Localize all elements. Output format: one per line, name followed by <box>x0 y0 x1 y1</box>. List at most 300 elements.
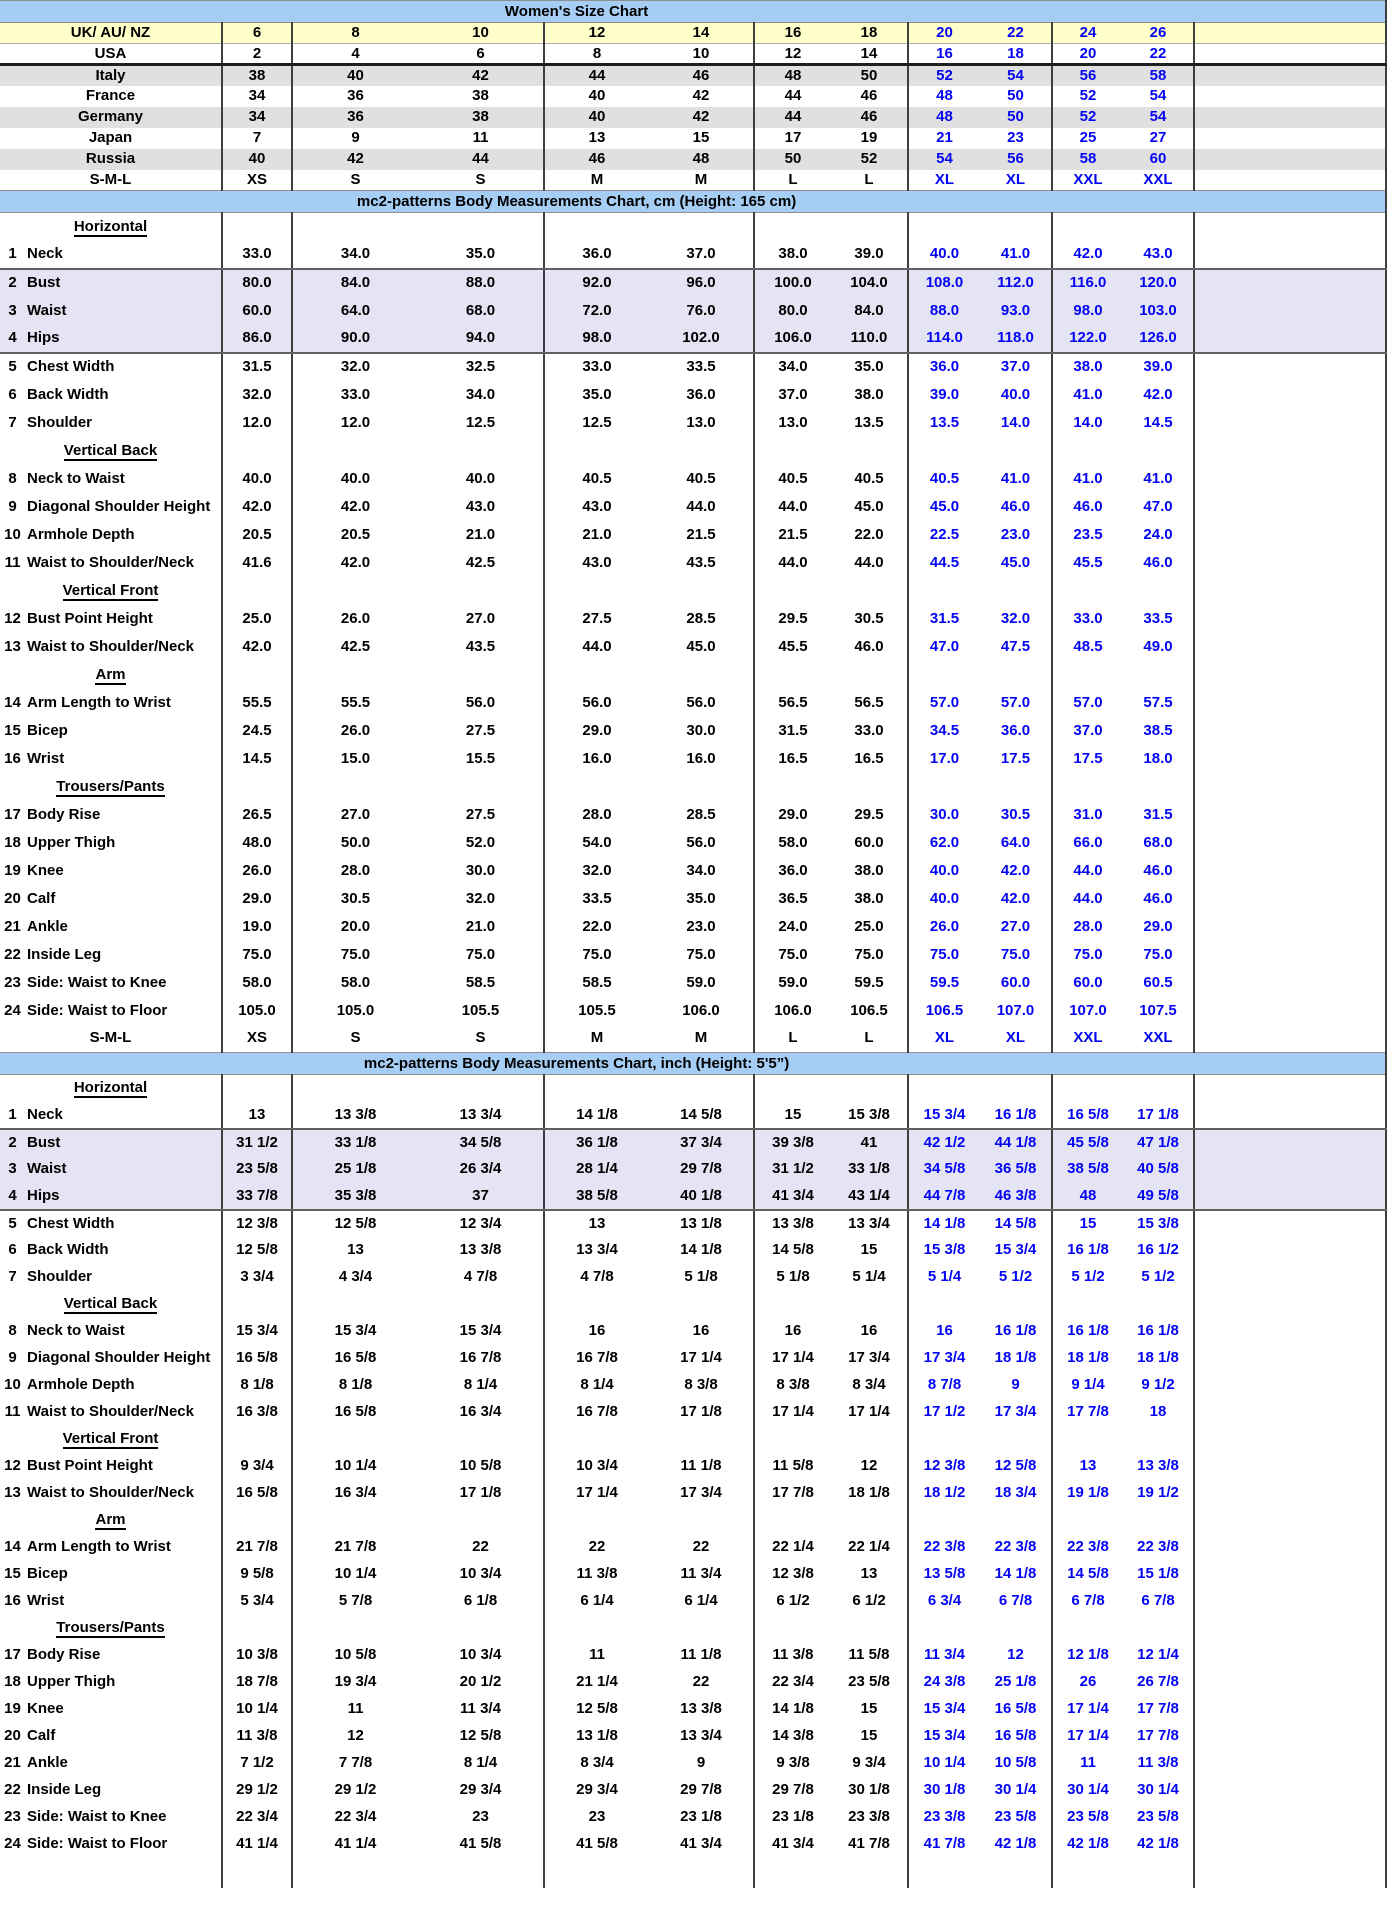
row-number: 22 <box>4 1781 21 1799</box>
value-cell: 20.5 <box>340 525 371 543</box>
value-cell: 12 5/8 <box>222 1237 292 1264</box>
value-cell: 24 3/8 <box>923 1673 966 1691</box>
value-cell: 22 3/8 <box>923 1538 966 1556</box>
value-cell: 57.0 <box>1073 693 1103 711</box>
value-cell: 26.0 <box>222 857 292 885</box>
measurement-row <box>0 381 1386 409</box>
value-cell: 35.0 <box>649 885 754 913</box>
row-number: 21 <box>4 1754 21 1772</box>
value-cell <box>1123 437 1194 465</box>
value-cell: 33.5 <box>649 353 754 381</box>
row-label: Italy <box>95 66 126 84</box>
value-cell: 8 3/4 <box>831 1372 908 1399</box>
row-label-cell <box>0 23 222 44</box>
value-cell: 44 <box>754 86 831 107</box>
value-cell: 13 1/8 <box>649 1210 754 1237</box>
value-cell: 48.5 <box>1073 637 1103 655</box>
value-cell: 122.0 <box>1052 325 1123 353</box>
value-cell: 10 1/4 <box>334 1457 377 1475</box>
tail-cell <box>1194 1237 1386 1264</box>
row-label: Body Rise <box>27 805 101 823</box>
value-cell: 44 1/8 <box>980 1129 1052 1156</box>
tail-cell <box>1194 1372 1386 1399</box>
value-cell: 30.5 <box>980 801 1052 829</box>
value-cell: 36.0 <box>544 241 649 269</box>
row-label: Japan <box>88 129 133 147</box>
value-cell: 29.0 <box>222 885 292 913</box>
measurement-row <box>0 1453 1386 1480</box>
value-cell: 54 <box>908 149 980 170</box>
value-cell <box>222 577 292 605</box>
row-number: 20 <box>4 889 21 907</box>
value-cell: 26 <box>1079 1673 1097 1691</box>
measurement-row <box>0 1642 1386 1669</box>
value-cell: 17 1/8 <box>1123 1102 1194 1129</box>
value-cell: 40 <box>544 107 649 128</box>
measurement-row <box>0 717 1386 745</box>
measurement-row <box>0 269 1386 297</box>
value-cell: 104.0 <box>831 269 908 297</box>
spacer-cell <box>1052 1858 1123 1888</box>
inch-section-header-row <box>0 1053 1386 1075</box>
measurement-row <box>0 1264 1386 1291</box>
value-cell <box>831 1075 908 1102</box>
row-number: 11 <box>4 553 21 571</box>
value-cell: 40.5 <box>778 469 808 487</box>
value-cell: 31 1/2 <box>754 1156 831 1183</box>
value-cell <box>831 1426 908 1453</box>
value-cell: 15 3/4 <box>923 1727 966 1745</box>
row-number: 8 <box>8 1322 17 1340</box>
measurement-row <box>0 941 1386 969</box>
value-cell: XXL <box>1123 1025 1194 1053</box>
value-cell: 33.5 <box>582 889 612 907</box>
row-label-cell <box>0 170 222 191</box>
row-label-cell <box>0 241 222 269</box>
value-cell: 15 3/4 <box>418 1318 544 1345</box>
value-cell: 16 1/8 <box>980 1102 1052 1129</box>
value-cell <box>649 1075 754 1102</box>
value-cell: 23 3/8 <box>923 1808 966 1826</box>
row-label-cell <box>0 829 222 857</box>
value-cell <box>831 213 908 241</box>
subsection-row <box>0 1426 1386 1453</box>
measurement-row <box>0 493 1386 521</box>
value-cell: 56.0 <box>418 689 544 717</box>
value-cell: 64.0 <box>980 829 1052 857</box>
row-label: Body Rise <box>27 1646 101 1664</box>
value-cell: 42 1/8 <box>1123 1831 1194 1858</box>
value-cell: 98.0 <box>1052 297 1123 325</box>
value-cell: 6 7/8 <box>1071 1592 1105 1610</box>
tail-cell <box>1194 1723 1386 1750</box>
value-cell: 16 7/8 <box>576 1349 618 1367</box>
value-cell: XXL <box>1073 1029 1103 1047</box>
value-cell: 41.6 <box>222 549 292 577</box>
measurement-row <box>0 1102 1386 1129</box>
value-cell <box>831 1507 908 1534</box>
value-cell: M <box>649 170 754 191</box>
value-cell: 14 5/8 <box>980 1210 1052 1237</box>
value-cell: 34.5 <box>929 721 960 739</box>
row-label-cell <box>0 1399 222 1426</box>
value-cell: 42.0 <box>340 497 371 515</box>
spacer-cell <box>292 1858 418 1888</box>
row-number: 23 <box>4 1808 21 1826</box>
measurement-row <box>0 1588 1386 1615</box>
value-cell: 13 <box>544 128 649 149</box>
value-cell: 20.5 <box>222 521 292 549</box>
value-cell: 11 3/4 <box>649 1561 754 1588</box>
value-cell: 57.0 <box>980 689 1052 717</box>
value-cell: 12 <box>347 1727 364 1745</box>
row-number: 24 <box>4 1835 21 1853</box>
value-cell: 20 1/2 <box>418 1669 544 1696</box>
row-label-cell <box>0 1025 222 1053</box>
value-cell: 26 7/8 <box>1123 1669 1194 1696</box>
value-cell: 11 5/8 <box>772 1457 814 1475</box>
measurement-row <box>0 353 1386 381</box>
value-cell: 52 <box>908 65 980 86</box>
value-cell: 11 <box>347 1700 364 1718</box>
value-cell: 13 3/8 <box>649 1696 754 1723</box>
value-cell: 22 3/4 <box>334 1808 377 1826</box>
tail-cell <box>1194 1561 1386 1588</box>
value-cell: 14 1/8 <box>544 1102 649 1129</box>
value-cell: 34.0 <box>292 241 418 269</box>
value-cell: 35 3/8 <box>292 1183 418 1210</box>
row-label: Calf <box>27 889 56 907</box>
value-cell <box>649 1507 754 1534</box>
value-cell: 16 7/8 <box>576 1403 618 1421</box>
tail-cell <box>1194 1777 1386 1804</box>
row-label-cell <box>0 801 222 829</box>
value-cell: 88.0 <box>418 269 544 297</box>
value-cell: 56.0 <box>649 829 754 857</box>
row-label-cell <box>0 1561 222 1588</box>
value-cell: 29 7/8 <box>649 1156 754 1183</box>
value-cell: 18 3/4 <box>980 1480 1052 1507</box>
value-cell: 98.0 <box>544 325 649 353</box>
tail-cell <box>1194 65 1386 86</box>
value-cell: 59.0 <box>778 973 808 991</box>
value-cell: 114.0 <box>908 325 980 353</box>
value-cell: 44.0 <box>831 549 908 577</box>
value-cell: 42.0 <box>980 857 1052 885</box>
value-cell: 15 3/4 <box>334 1322 377 1340</box>
subsection-label: Trousers/Pants <box>56 1619 165 1637</box>
tail-cell <box>1194 1669 1386 1696</box>
value-cell: 5 1/2 <box>1071 1268 1105 1286</box>
value-cell: 39.0 <box>1123 353 1194 381</box>
row-label-cell <box>0 1777 222 1804</box>
value-cell: 105.5 <box>578 1001 616 1019</box>
value-cell: 26.0 <box>340 721 371 739</box>
value-cell: 36 <box>292 107 418 128</box>
value-cell: 10 1/4 <box>923 1754 966 1772</box>
value-cell <box>908 577 980 605</box>
tail-cell <box>1194 1831 1386 1858</box>
row-label: Diagonal Shoulder Height <box>27 497 211 515</box>
row-label: Wrist <box>27 1592 65 1610</box>
inch-section-header: mc2-patterns Body Measurements Chart, inch (Height: 5'5”) <box>0 1053 1386 1075</box>
value-cell: 42.0 <box>980 885 1052 913</box>
value-cell: 30 1/8 <box>923 1781 966 1799</box>
value-cell: 17.5 <box>980 745 1052 773</box>
value-cell <box>292 577 418 605</box>
value-cell: 60.5 <box>1123 969 1194 997</box>
value-cell: 9 <box>980 1372 1052 1399</box>
row-label-cell <box>0 997 222 1025</box>
sml-row <box>0 170 1386 191</box>
value-cell: 16 7/8 <box>418 1345 544 1372</box>
value-cell: 16 <box>936 1322 953 1340</box>
row-number: 12 <box>4 609 21 627</box>
value-cell: 13 3/4 <box>576 1241 618 1259</box>
value-cell <box>292 437 418 465</box>
value-cell: 13 <box>831 1561 908 1588</box>
spacer-row <box>0 1858 1386 1888</box>
tail-cell <box>1194 773 1386 801</box>
row-label-cell <box>0 689 222 717</box>
value-cell: 4 7/8 <box>580 1268 614 1286</box>
value-cell: 9 3/4 <box>831 1750 908 1777</box>
value-cell <box>1123 213 1194 241</box>
value-cell: 52 <box>831 149 908 170</box>
value-cell: 54 <box>1123 107 1194 128</box>
value-cell: 5 1/2 <box>1123 1264 1194 1291</box>
value-cell: 23 5/8 <box>980 1804 1052 1831</box>
value-cell: 2 <box>222 44 292 65</box>
value-cell: 75.0 <box>929 945 960 963</box>
value-cell: 42 <box>418 65 544 86</box>
value-cell <box>418 1075 544 1102</box>
value-cell: 68.0 <box>418 297 544 325</box>
value-cell: 41.0 <box>1123 465 1194 493</box>
value-cell <box>418 1426 544 1453</box>
spacer-cell <box>754 1858 831 1888</box>
value-cell: 29 7/8 <box>772 1781 814 1799</box>
value-cell: 17 1/4 <box>831 1399 908 1426</box>
value-cell: 34 <box>222 107 292 128</box>
value-cell: 40.5 <box>582 469 612 487</box>
value-cell <box>980 1075 1052 1102</box>
value-cell: 14.0 <box>980 409 1052 437</box>
subsection-label: Vertical Front <box>62 581 159 599</box>
value-cell: 10 1/4 <box>222 1696 292 1723</box>
size-conversion-section <box>0 1 1386 191</box>
row-label-cell <box>0 1102 222 1129</box>
tail-cell <box>1194 997 1386 1025</box>
value-cell: 42 <box>649 86 754 107</box>
value-cell: XL <box>980 1025 1052 1053</box>
value-cell: 44 <box>544 65 649 86</box>
value-cell: 37.0 <box>980 353 1052 381</box>
row-label: Waist to Shoulder/Neck <box>27 1403 194 1421</box>
tail-cell <box>1194 269 1386 297</box>
value-cell: 44 <box>754 107 831 128</box>
row-label: Inside Leg <box>27 1781 102 1799</box>
tail-cell <box>1194 1345 1386 1372</box>
value-cell <box>1052 1291 1123 1318</box>
row-label: Chest Width <box>27 358 115 376</box>
value-cell: 76.0 <box>649 297 754 325</box>
row-label-cell <box>0 1669 222 1696</box>
value-cell: 11 <box>418 128 544 149</box>
value-cell: 16 <box>784 1322 802 1340</box>
value-cell: 12 1/8 <box>1067 1646 1109 1664</box>
value-cell: 26.5 <box>222 801 292 829</box>
conversion-row <box>0 65 1386 86</box>
value-cell: 16.5 <box>831 745 908 773</box>
value-cell: 12 5/8 <box>980 1453 1052 1480</box>
tail-cell <box>1194 437 1386 465</box>
value-cell: M <box>544 170 649 191</box>
value-cell: 13 3/4 <box>418 1102 544 1129</box>
value-cell: 16 5/8 <box>334 1403 377 1421</box>
row-label: Bust <box>27 274 61 292</box>
tail-cell <box>1194 149 1386 170</box>
row-number: 10 <box>4 1376 21 1394</box>
value-cell: 13 <box>222 1102 292 1129</box>
value-cell: 42.5 <box>418 549 544 577</box>
value-cell: 30.0 <box>929 805 960 823</box>
value-cell <box>754 1507 831 1534</box>
measurement-row <box>0 885 1386 913</box>
row-number: 23 <box>4 973 21 991</box>
value-cell: 22.5 <box>929 525 960 543</box>
value-cell: 9 1/4 <box>1071 1376 1105 1394</box>
value-cell: 7 7/8 <box>338 1754 373 1772</box>
value-cell: 106.5 <box>925 1001 964 1019</box>
spacer-cell <box>831 1858 908 1888</box>
row-label-cell <box>0 1183 222 1210</box>
tail-cell <box>1194 241 1386 269</box>
conversion-row <box>0 149 1386 170</box>
row-label: Bust Point Height <box>27 1457 153 1475</box>
value-cell: 14 5/8 <box>649 1102 754 1129</box>
row-label: Side: Waist to Floor <box>27 1001 168 1019</box>
value-cell: 42.5 <box>340 637 371 655</box>
measurement-row <box>0 1399 1386 1426</box>
value-cell: 33.0 <box>831 717 908 745</box>
conversion-row <box>0 86 1386 107</box>
value-cell: 14 1/8 <box>980 1561 1052 1588</box>
value-cell: 18.0 <box>1123 745 1194 773</box>
row-label: Inside Leg <box>27 945 102 963</box>
value-cell: 105.0 <box>222 997 292 1025</box>
value-cell: 43.0 <box>582 553 612 571</box>
value-cell: 13.0 <box>778 413 808 431</box>
value-cell: 41 7/8 <box>831 1831 908 1858</box>
value-cell: 4 3/4 <box>338 1268 373 1286</box>
value-cell: 45.5 <box>778 637 808 655</box>
row-label-cell <box>0 1615 222 1642</box>
value-cell: 26.0 <box>929 917 960 935</box>
value-cell: 35.0 <box>831 353 908 381</box>
row-label-cell <box>0 437 222 465</box>
value-cell: 56.5 <box>831 689 908 717</box>
row-label-cell <box>0 1588 222 1615</box>
row-label-cell <box>0 128 222 149</box>
value-cell: 38.0 <box>1073 358 1103 376</box>
value-cell: 8 3/8 <box>649 1372 754 1399</box>
value-cell: S <box>418 1025 544 1053</box>
value-cell: 13.0 <box>649 409 754 437</box>
value-cell: 40.5 <box>831 465 908 493</box>
value-cell: 41 7/8 <box>923 1835 966 1853</box>
row-number: 14 <box>4 693 21 711</box>
value-cell: 60.0 <box>831 829 908 857</box>
value-cell: 17 3/4 <box>831 1345 908 1372</box>
value-cell: 56.0 <box>649 689 754 717</box>
measurement-row <box>0 1345 1386 1372</box>
spacer-cell <box>1194 1858 1386 1888</box>
value-cell: 22 <box>980 23 1052 44</box>
value-cell: 46 3/8 <box>980 1183 1052 1210</box>
value-cell: 56.5 <box>778 693 808 711</box>
value-cell: 28.5 <box>649 605 754 633</box>
row-label-cell <box>0 353 222 381</box>
row-label-cell <box>0 1426 222 1453</box>
value-cell <box>1123 1615 1194 1642</box>
row-label-cell <box>0 65 222 86</box>
value-cell: 40.5 <box>649 465 754 493</box>
value-cell: 33.0 <box>340 385 371 403</box>
value-cell: 18 1/8 <box>831 1480 908 1507</box>
row-label-cell <box>0 521 222 549</box>
inch-measurements-section <box>0 1053 1386 1888</box>
value-cell: 75.0 <box>582 945 612 963</box>
value-cell: 32.5 <box>418 353 544 381</box>
value-cell: 27.0 <box>418 605 544 633</box>
value-cell <box>649 1615 754 1642</box>
value-cell: 25 <box>1052 128 1123 149</box>
value-cell: 12.5 <box>418 409 544 437</box>
value-cell: 24.5 <box>222 717 292 745</box>
tail-cell <box>1194 577 1386 605</box>
value-cell: 8 7/8 <box>927 1376 962 1394</box>
row-number: 22 <box>4 945 21 963</box>
value-cell: 112.0 <box>980 269 1052 297</box>
row-number: 17 <box>4 805 21 823</box>
tail-cell <box>1194 128 1386 149</box>
row-number: 13 <box>4 1484 21 1502</box>
value-cell: 16 5/8 <box>980 1723 1052 1750</box>
value-cell: XL <box>980 170 1052 191</box>
value-cell: 48.0 <box>222 829 292 857</box>
value-cell: 21 <box>908 128 980 149</box>
value-cell: 8 <box>292 23 418 44</box>
value-cell: 38 <box>222 65 292 86</box>
value-cell: 11 1/8 <box>649 1453 754 1480</box>
value-cell: 33 1/8 <box>831 1156 908 1183</box>
spacer-cell <box>418 1858 544 1888</box>
cm-section-header: mc2-patterns Body Measurements Chart, cm (Height: 165 cm) <box>0 191 1386 213</box>
value-cell: 22.0 <box>582 917 612 935</box>
value-cell: 46 <box>649 65 754 86</box>
tail-cell <box>1194 689 1386 717</box>
value-cell: 17 1/4 <box>576 1484 618 1502</box>
value-cell: 17 7/8 <box>772 1484 814 1502</box>
value-cell: 40 <box>292 65 418 86</box>
measurement-row <box>0 1804 1386 1831</box>
value-cell: 23.0 <box>649 913 754 941</box>
row-label-cell <box>0 1237 222 1264</box>
value-cell: 58 <box>1123 65 1194 86</box>
value-cell: 13 3/8 <box>772 1214 814 1232</box>
row-number: 21 <box>4 917 21 935</box>
